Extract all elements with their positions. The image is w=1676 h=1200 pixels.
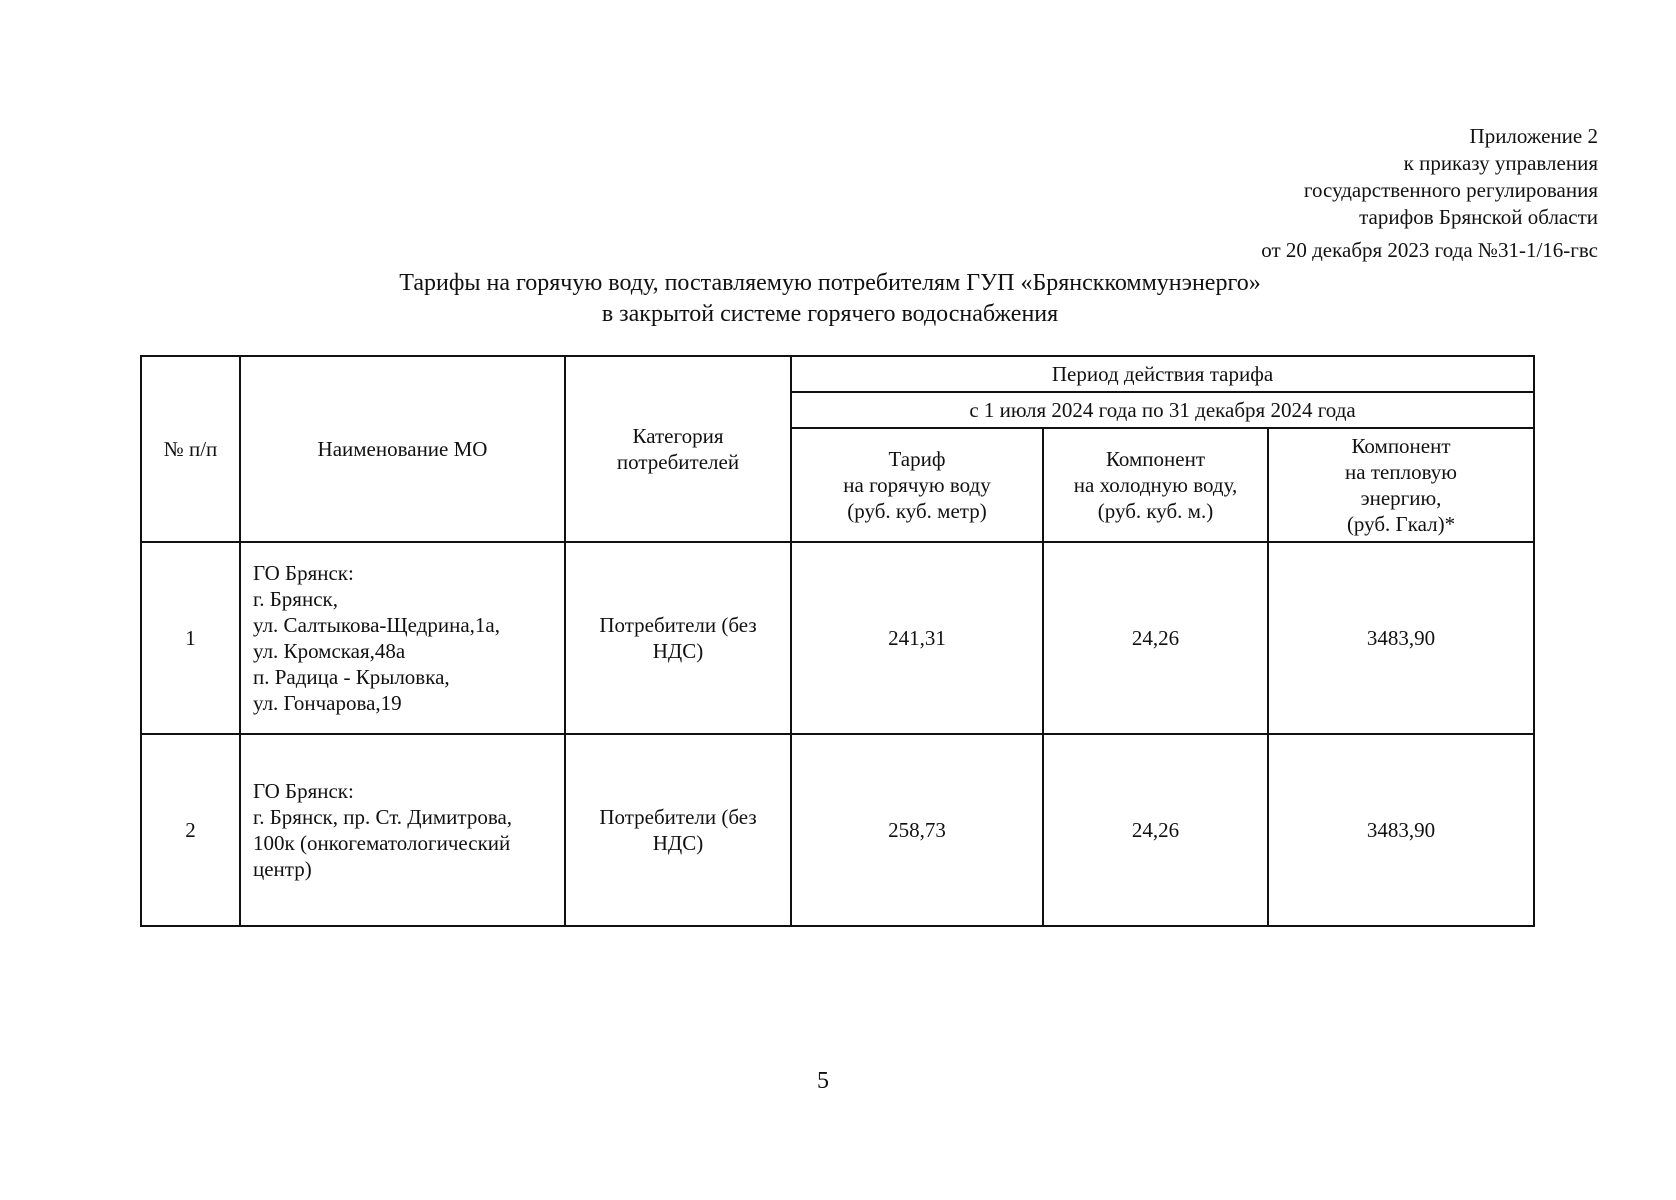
cell-num: 2 — [141, 734, 240, 926]
cell-category — [565, 542, 791, 734]
cell-heat-component: 3483,90 — [1268, 734, 1534, 926]
header-hot-water-tariff — [791, 428, 1043, 542]
appendix-header — [1261, 123, 1598, 264]
header-date-range: с 1 июля 2024 года по 31 декабря 2024 года — [791, 392, 1534, 428]
header-category-line: Категория — [632, 424, 724, 448]
header-line: на горячую воду — [843, 473, 991, 497]
header-period: Период действия тарифа — [791, 356, 1534, 392]
mo-line: центр) — [253, 857, 312, 881]
appendix-line: тарифов Брянской области — [1359, 205, 1598, 229]
appendix-line: к приказу управления — [1403, 151, 1598, 175]
cell-cold-water-component: 24,26 — [1043, 734, 1268, 926]
tariff-table — [140, 355, 1535, 927]
header-line: на тепловую — [1345, 460, 1457, 484]
cell-category — [565, 734, 791, 926]
mo-line: 100к (онкогематологический — [253, 831, 511, 855]
cell-hot-water-tariff: 258,73 — [791, 734, 1043, 926]
header-line: (руб. куб. м.) — [1097, 499, 1214, 523]
table-row — [141, 542, 1534, 734]
mo-line: ул. Кромская,48а — [253, 639, 406, 663]
header-line: (руб. Гкал)* — [1346, 512, 1456, 536]
table-row — [141, 734, 1534, 926]
header-line: Компонент — [1351, 434, 1451, 458]
category-line: Потребители (без — [599, 805, 757, 829]
header-line: Компонент — [1105, 447, 1206, 471]
header-cold-water-component — [1043, 428, 1268, 542]
header-line: Тариф — [888, 447, 946, 471]
appendix-line: Приложение 2 — [1469, 124, 1598, 148]
header-category — [565, 356, 791, 542]
appendix-line: государственного регулирования — [1303, 178, 1598, 202]
cell-hot-water-tariff: 241,31 — [791, 542, 1043, 734]
header-line: (руб. куб. метр) — [847, 499, 987, 523]
mo-line: г. Брянск, пр. Ст. Димитрова, — [253, 805, 513, 829]
header-heat-component — [1268, 428, 1534, 542]
title-line: в закрытой системе горячего водоснабжения — [601, 301, 1059, 327]
mo-line: ГО Брянск: — [253, 779, 354, 803]
category-line: НДС) — [652, 831, 704, 855]
header-line: на холодную воду, — [1073, 473, 1238, 497]
header-num: № п/п — [141, 356, 240, 542]
cell-cold-water-component: 24,26 — [1043, 542, 1268, 734]
cell-mo — [240, 542, 565, 734]
header-category-line: потребителей — [616, 450, 740, 474]
mo-line: п. Радица - Крыловка, — [253, 665, 450, 689]
cell-heat-component: 3483,90 — [1268, 542, 1534, 734]
page-number: 5 — [817, 1068, 829, 1094]
mo-line: ГО Брянск: — [253, 561, 354, 585]
cell-num: 1 — [141, 542, 240, 734]
mo-line: ул. Гончарова,19 — [253, 691, 402, 715]
appendix-date: от 20 декабря 2023 года №31-1/16-гвс — [1261, 238, 1598, 262]
mo-line: г. Брянск, — [253, 587, 338, 611]
header-mo: Наименование МО — [240, 356, 565, 542]
title-line: Тарифы на горячую воду, поставляемую потребителям ГУП «Брянсккоммунэнерго» — [399, 270, 1261, 296]
category-line: НДС) — [652, 639, 704, 663]
header-line: энергию, — [1360, 486, 1442, 510]
category-line: Потребители (без — [599, 613, 757, 637]
mo-line: ул. Салтыкова-Щедрина,1а, — [253, 613, 500, 637]
cell-mo — [240, 734, 565, 926]
document-title — [210, 268, 1450, 330]
